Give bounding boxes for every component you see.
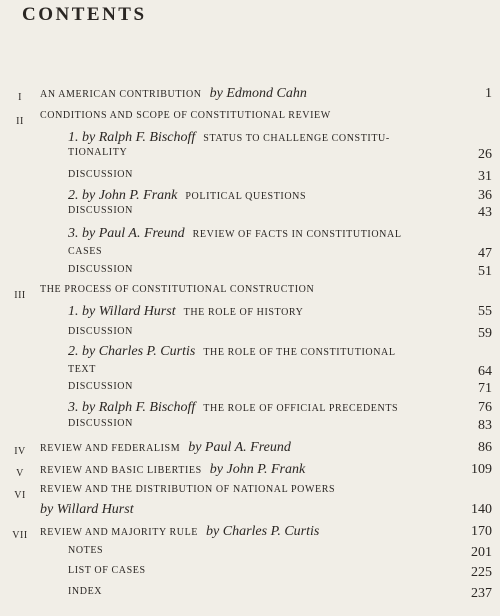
toc-entry: [0, 344, 500, 366]
entry-author: 3. by Paul A. Freund: [68, 226, 185, 241]
toc-entry: [0, 86, 500, 108]
entry-text: [68, 364, 96, 375]
entry-title: TIONALITY: [68, 147, 128, 158]
chapter-number: IV: [14, 446, 26, 457]
entry-text: [68, 400, 398, 416]
entry-text: [68, 586, 102, 597]
toc-entry: [0, 264, 500, 286]
page-number: 225: [471, 565, 492, 580]
entry-title: THE ROLE OF THE CONSTITUTIONAL: [203, 347, 396, 358]
entry-title: DISCUSSION: [68, 169, 133, 180]
page-number: 31: [478, 169, 492, 184]
entry-text: [68, 147, 127, 158]
entry-title: CASES: [68, 246, 103, 257]
entry-text: [40, 284, 314, 295]
entry-title: DISCUSSION: [68, 326, 133, 337]
entry-title: POLITICAL QUESTIONS: [185, 191, 307, 202]
entry-author: by John P. Frank: [209, 462, 306, 477]
toc-entry: [0, 304, 500, 326]
entry-title: THE ROLE OF HISTORY: [183, 307, 304, 318]
toc-entry: [0, 502, 500, 524]
page-number: 64: [478, 364, 492, 379]
page-number: 1: [485, 86, 492, 101]
entry-title: REVIEW AND BASIC LIBERTIES: [40, 465, 202, 476]
entry-text: [68, 418, 133, 429]
entry-title: REVIEW AND THE DISTRIBUTION OF NATIONAL POWERS: [40, 484, 336, 495]
chapter-number: VI: [14, 490, 26, 501]
entry-text: [40, 440, 291, 456]
entry-title: DISCUSSION: [68, 381, 133, 392]
entry-title: STATUS TO CHALLENGE CONSTITU-: [203, 133, 390, 144]
entry-text: [68, 326, 133, 337]
chapter-number: II: [16, 116, 24, 127]
toc-entry: [0, 110, 500, 132]
toc-entry: [0, 284, 500, 306]
entry-text: [40, 462, 305, 478]
toc-entry: [0, 462, 500, 484]
page-number: 83: [478, 418, 492, 433]
entry-title: DISCUSSION: [68, 418, 133, 429]
chapter-number: I: [18, 92, 22, 103]
page-number: 59: [478, 326, 492, 341]
entry-author: by Paul A. Freund: [188, 440, 291, 455]
entry-text: [68, 381, 133, 392]
page-number: 47: [478, 246, 492, 261]
entry-author: by Willard Hurst: [40, 502, 134, 517]
entry-title: REVIEW AND FEDERALISM: [40, 443, 181, 454]
entry-author: 1. by Willard Hurst: [68, 304, 176, 319]
entry-text: [40, 524, 319, 540]
entry-title: CONDITIONS AND SCOPE OF CONSTITUTIONAL REVIEW: [40, 110, 331, 121]
page-number: 86: [478, 440, 492, 455]
toc-entry: [0, 565, 500, 587]
toc-entry: [0, 545, 500, 567]
chapter-number: VII: [12, 530, 28, 541]
page-number: 55: [478, 304, 492, 319]
page-number: 26: [478, 147, 492, 162]
entry-text: [68, 246, 102, 257]
entry-author: 2. by Charles P. Curtis: [68, 344, 196, 359]
entry-title: AN AMERICAN CONTRIBUTION: [40, 89, 202, 100]
entry-author: 1. by Ralph F. Bischoff: [68, 130, 196, 145]
toc-entry: [0, 440, 500, 462]
page-title: CONTENTS: [22, 4, 147, 25]
chapter-number: III: [14, 290, 26, 301]
entry-text: [68, 344, 396, 360]
entry-title: INDEX: [68, 586, 103, 597]
entry-title: REVIEW AND MAJORITY RULE: [40, 527, 199, 538]
entry-title: DISCUSSION: [68, 264, 133, 275]
entry-text: [68, 565, 146, 576]
entry-author: by Charles P. Curtis: [206, 524, 320, 539]
entry-title: REVIEW OF FACTS IN CONSTITUTIONAL: [192, 229, 402, 240]
entry-author: 2. by John P. Frank: [68, 188, 178, 203]
page-number: 170: [471, 524, 492, 539]
chapter-number: V: [16, 468, 24, 479]
toc-entry: [0, 205, 500, 227]
entry-text: [40, 86, 307, 102]
entry-author: by Edmond Cahn: [209, 86, 307, 101]
page-number: 140: [471, 502, 492, 517]
page-number: 237: [471, 586, 492, 601]
page-number: 71: [478, 381, 492, 396]
entry-title: THE PROCESS OF CONSTITUTIONAL CONSTRUCTION: [40, 284, 315, 295]
entry-text: [40, 502, 142, 518]
entry-text: [68, 188, 306, 204]
entry-text: [68, 545, 103, 556]
entry-text: [68, 169, 133, 180]
page-number: 51: [478, 264, 492, 279]
toc-entry: [0, 226, 500, 248]
toc-entry: [0, 147, 500, 169]
entry-text: [68, 264, 133, 275]
entry-title: TEXT: [68, 364, 96, 375]
entry-text: [40, 484, 335, 495]
toc-entry: [0, 524, 500, 546]
entry-text: [68, 130, 390, 146]
entry-title: DISCUSSION: [68, 205, 133, 216]
entry-title: THE ROLE OF OFFICIAL PRECEDENTS: [203, 403, 399, 414]
page-number: 76: [478, 400, 492, 415]
page-number: 36: [478, 188, 492, 203]
entry-title: NOTES: [68, 545, 104, 556]
entry-author: 3. by Ralph F. Bischoff: [68, 400, 196, 415]
entry-text: [68, 205, 133, 216]
entry-text: [68, 226, 402, 242]
page-number: 109: [471, 462, 492, 477]
page-number: 43: [478, 205, 492, 220]
page-number: 201: [471, 545, 492, 560]
entry-text: [68, 304, 303, 320]
toc-entry: [0, 586, 500, 608]
entry-text: [40, 110, 331, 121]
entry-title: LIST OF CASES: [68, 565, 146, 576]
toc-entry: [0, 418, 500, 440]
